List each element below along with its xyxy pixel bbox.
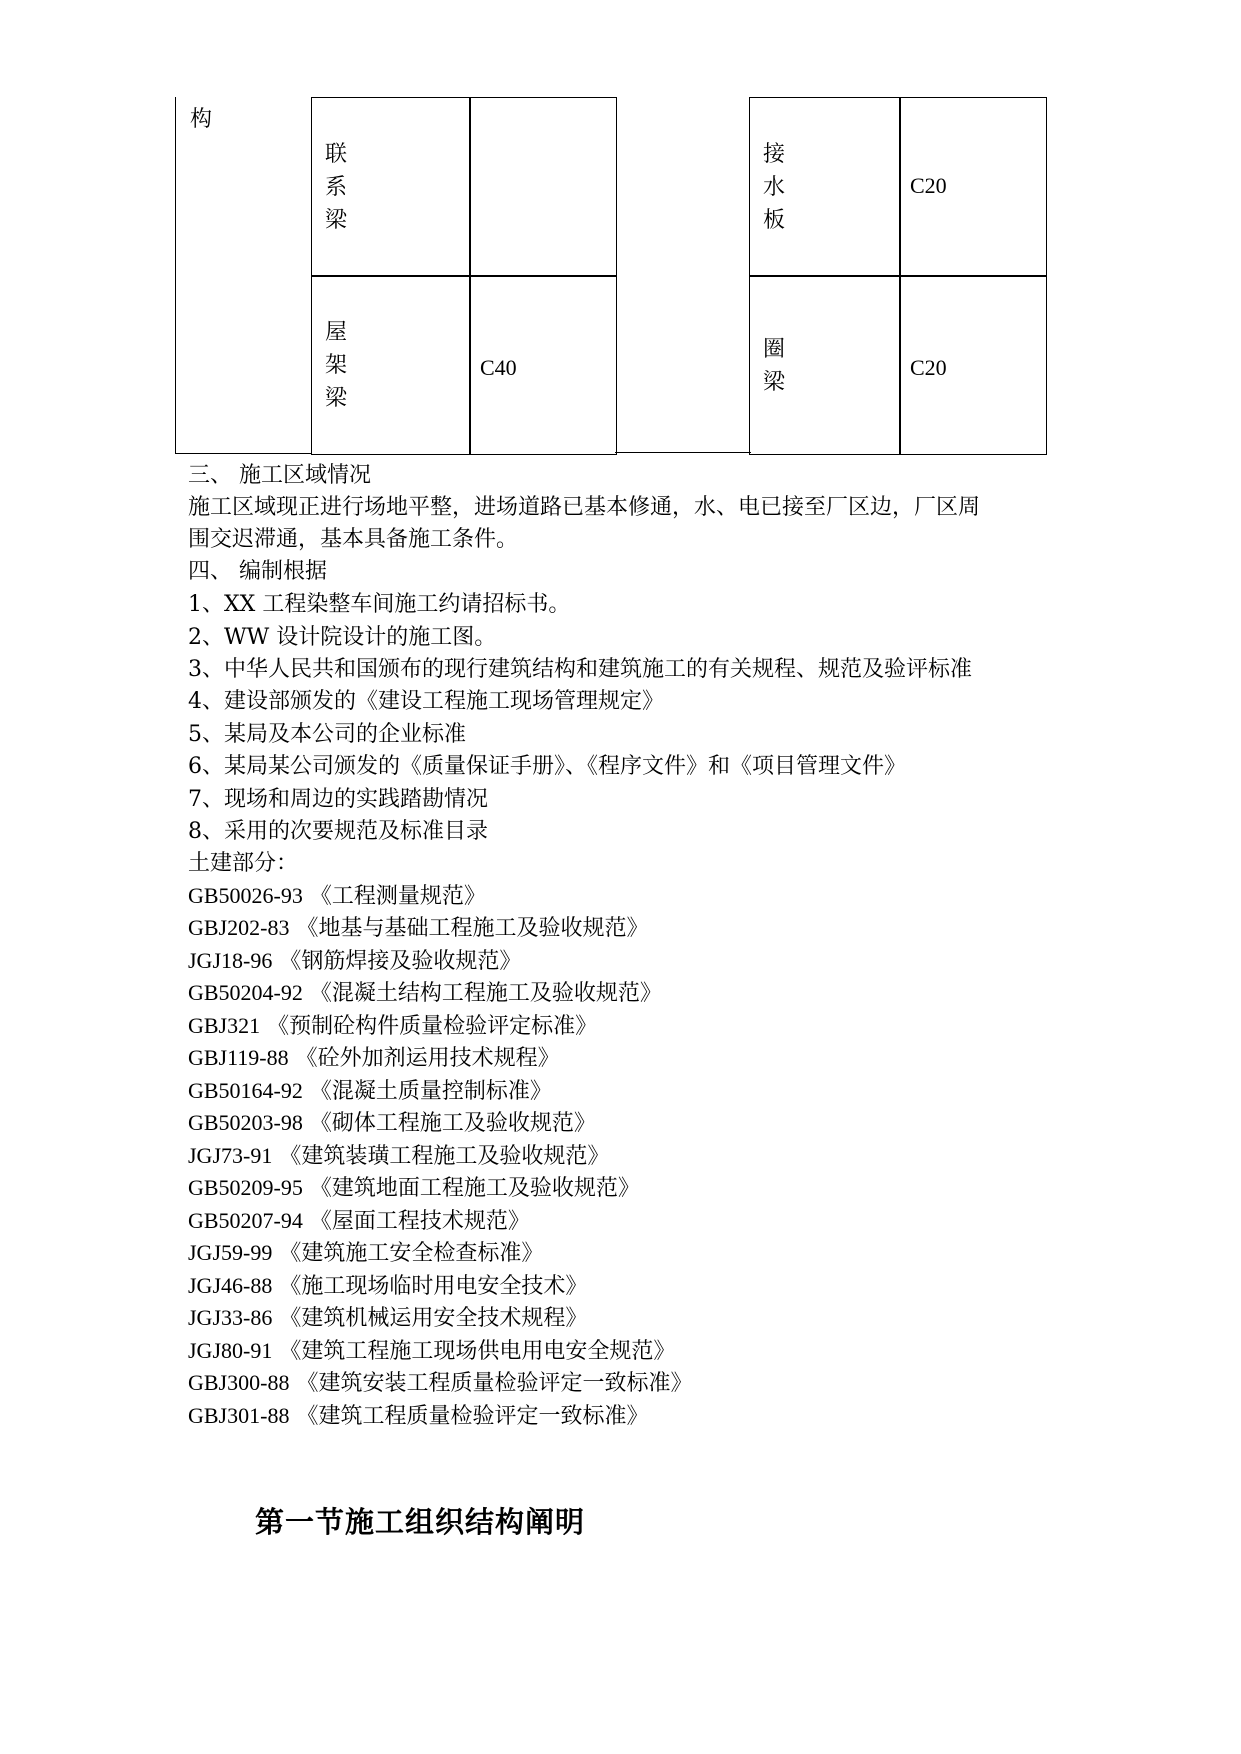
- standard-item: [188, 1334, 675, 1365]
- standard-name: 《施工现场临时用电安全技术》: [279, 1274, 588, 1299]
- standard-item: [188, 879, 486, 910]
- standard-item: [188, 1171, 640, 1202]
- standard-code: JGJ18-96: [188, 948, 273, 973]
- standard-name: 《建筑装璜工程施工及验收规范》: [279, 1144, 610, 1169]
- cell-label-text: 接水板: [763, 142, 786, 233]
- standard-name: 《混凝土质量控制标准》: [309, 1079, 552, 1104]
- list-item: 3、中华人民共和国颁布的现行建筑结构和建筑施工的有关规程、规范及验评标准: [188, 657, 972, 682]
- standard-code: GBJ300-88: [188, 1370, 290, 1395]
- standard-name: 《工程测量规范》: [309, 884, 486, 909]
- standard-name: 《混凝土结构工程施工及验收规范》: [309, 981, 662, 1006]
- standard-code: GBJ119-88: [188, 1045, 289, 1070]
- table-cell-value: [899, 275, 1047, 455]
- list-item: 6、某局某公司颁发的《质量保证手册》、《程序文件》和《项目管理文件》: [188, 754, 906, 779]
- standard-item: [188, 1204, 530, 1235]
- standard-code: JGJ80-91: [188, 1338, 273, 1363]
- list-item: 5、某局及本公司的企业标准: [188, 722, 466, 747]
- table-mid-bottom-rule: [615, 452, 751, 453]
- standard-code: GB50209-95: [188, 1175, 303, 1200]
- standard-name: 《预制砼构件质量检验评定标准》: [267, 1014, 598, 1039]
- standard-code: GB50164-92: [188, 1078, 303, 1103]
- subsection-title: 土建部分：: [188, 851, 299, 876]
- standard-name: 《地基与基础工程施工及验收规范》: [296, 916, 649, 941]
- standard-code: JGJ46-88: [188, 1273, 273, 1298]
- standard-item: [188, 1041, 560, 1072]
- standard-item: [188, 1106, 596, 1137]
- table-struct-char: 构: [190, 107, 213, 132]
- standard-item: [188, 1366, 692, 1397]
- standard-code: GB50207-94: [188, 1208, 303, 1233]
- list-item: 7、现场和周边的实践踏勘情况: [188, 787, 488, 812]
- chapter-heading: 第一节施工组织结构阐明: [255, 1505, 586, 1539]
- standard-item: [188, 1009, 597, 1040]
- standard-name: 《屋面工程技术规范》: [309, 1209, 530, 1234]
- standard-code: GB50204-92: [188, 980, 303, 1005]
- standard-name: 《砌体工程施工及验收规范》: [309, 1111, 596, 1136]
- cell-label-text: 联系梁: [325, 142, 348, 233]
- list-item: 8、采用的次要规范及标准目录: [188, 819, 488, 844]
- list-item: 1、XX 工程染整车间施工约请招标书。: [188, 592, 571, 617]
- standard-name: 《建筑机械运用安全技术规程》: [279, 1306, 588, 1331]
- standard-item: [188, 1301, 587, 1332]
- standard-code: GBJ301-88: [188, 1403, 290, 1428]
- standard-name: 《建筑工程施工现场供电用电安全规范》: [279, 1339, 676, 1364]
- standard-item: [188, 911, 648, 942]
- table-cell-label: [749, 275, 901, 455]
- section-title: 四、 编制根据: [188, 559, 327, 584]
- standard-name: 《砼外加剂运用技术规程》: [295, 1046, 560, 1071]
- table-left-frame: [175, 97, 312, 454]
- cell-value-text: C40: [480, 355, 517, 380]
- cell-label-text: 圈梁: [763, 337, 786, 395]
- cell-value-text: C20: [910, 173, 947, 198]
- list-item: 4、建设部颁发的《建设工程施工现场管理规定》: [188, 689, 664, 714]
- standard-code: GBJ202-83: [188, 915, 290, 940]
- table-cell-value: [469, 275, 617, 455]
- standard-name: 《建筑工程质量检验评定一致标准》: [296, 1404, 649, 1429]
- section-title: 三、 施工区域情况: [188, 463, 371, 488]
- standard-item: [188, 944, 521, 975]
- standard-item: [188, 1399, 648, 1430]
- cell-value-text: C20: [910, 355, 947, 380]
- paragraph-line: 围交迟滞通，基本具备施工条件。: [188, 527, 519, 552]
- standard-code: GBJ321: [188, 1013, 261, 1038]
- standard-code: JGJ59-99: [188, 1240, 273, 1265]
- standard-item: [188, 1074, 552, 1105]
- paragraph-line: 施工区域现正进行场地平整，进场道路已基本修通，水、电已接至厂区边，厂区周: [188, 495, 981, 520]
- standard-item: [188, 1269, 587, 1300]
- standard-item: [188, 976, 662, 1007]
- cell-label-text: 屋架梁: [325, 320, 348, 411]
- standard-name: 《建筑施工安全检查标准》: [279, 1241, 544, 1266]
- table-cell-label: [749, 97, 901, 277]
- table-cell-value: [899, 97, 1047, 277]
- standard-code: JGJ73-91: [188, 1143, 273, 1168]
- standard-name: 《建筑地面工程施工及验收规范》: [309, 1176, 640, 1201]
- table-cell-label: [311, 97, 471, 277]
- standard-name: 《钢筋焊接及验收规范》: [279, 949, 522, 974]
- list-item: 2、WW 设计院设计的施工图。: [188, 625, 497, 650]
- standard-code: GB50203-98: [188, 1110, 303, 1135]
- standard-item: [188, 1139, 609, 1170]
- standard-code: JGJ33-86: [188, 1305, 273, 1330]
- standard-item: [188, 1236, 543, 1267]
- table-cell-label: [311, 275, 471, 455]
- standard-name: 《建筑安装工程质量检验评定一致标准》: [296, 1371, 693, 1396]
- standard-code: GB50026-93: [188, 883, 303, 908]
- table-cell-value: [469, 97, 617, 277]
